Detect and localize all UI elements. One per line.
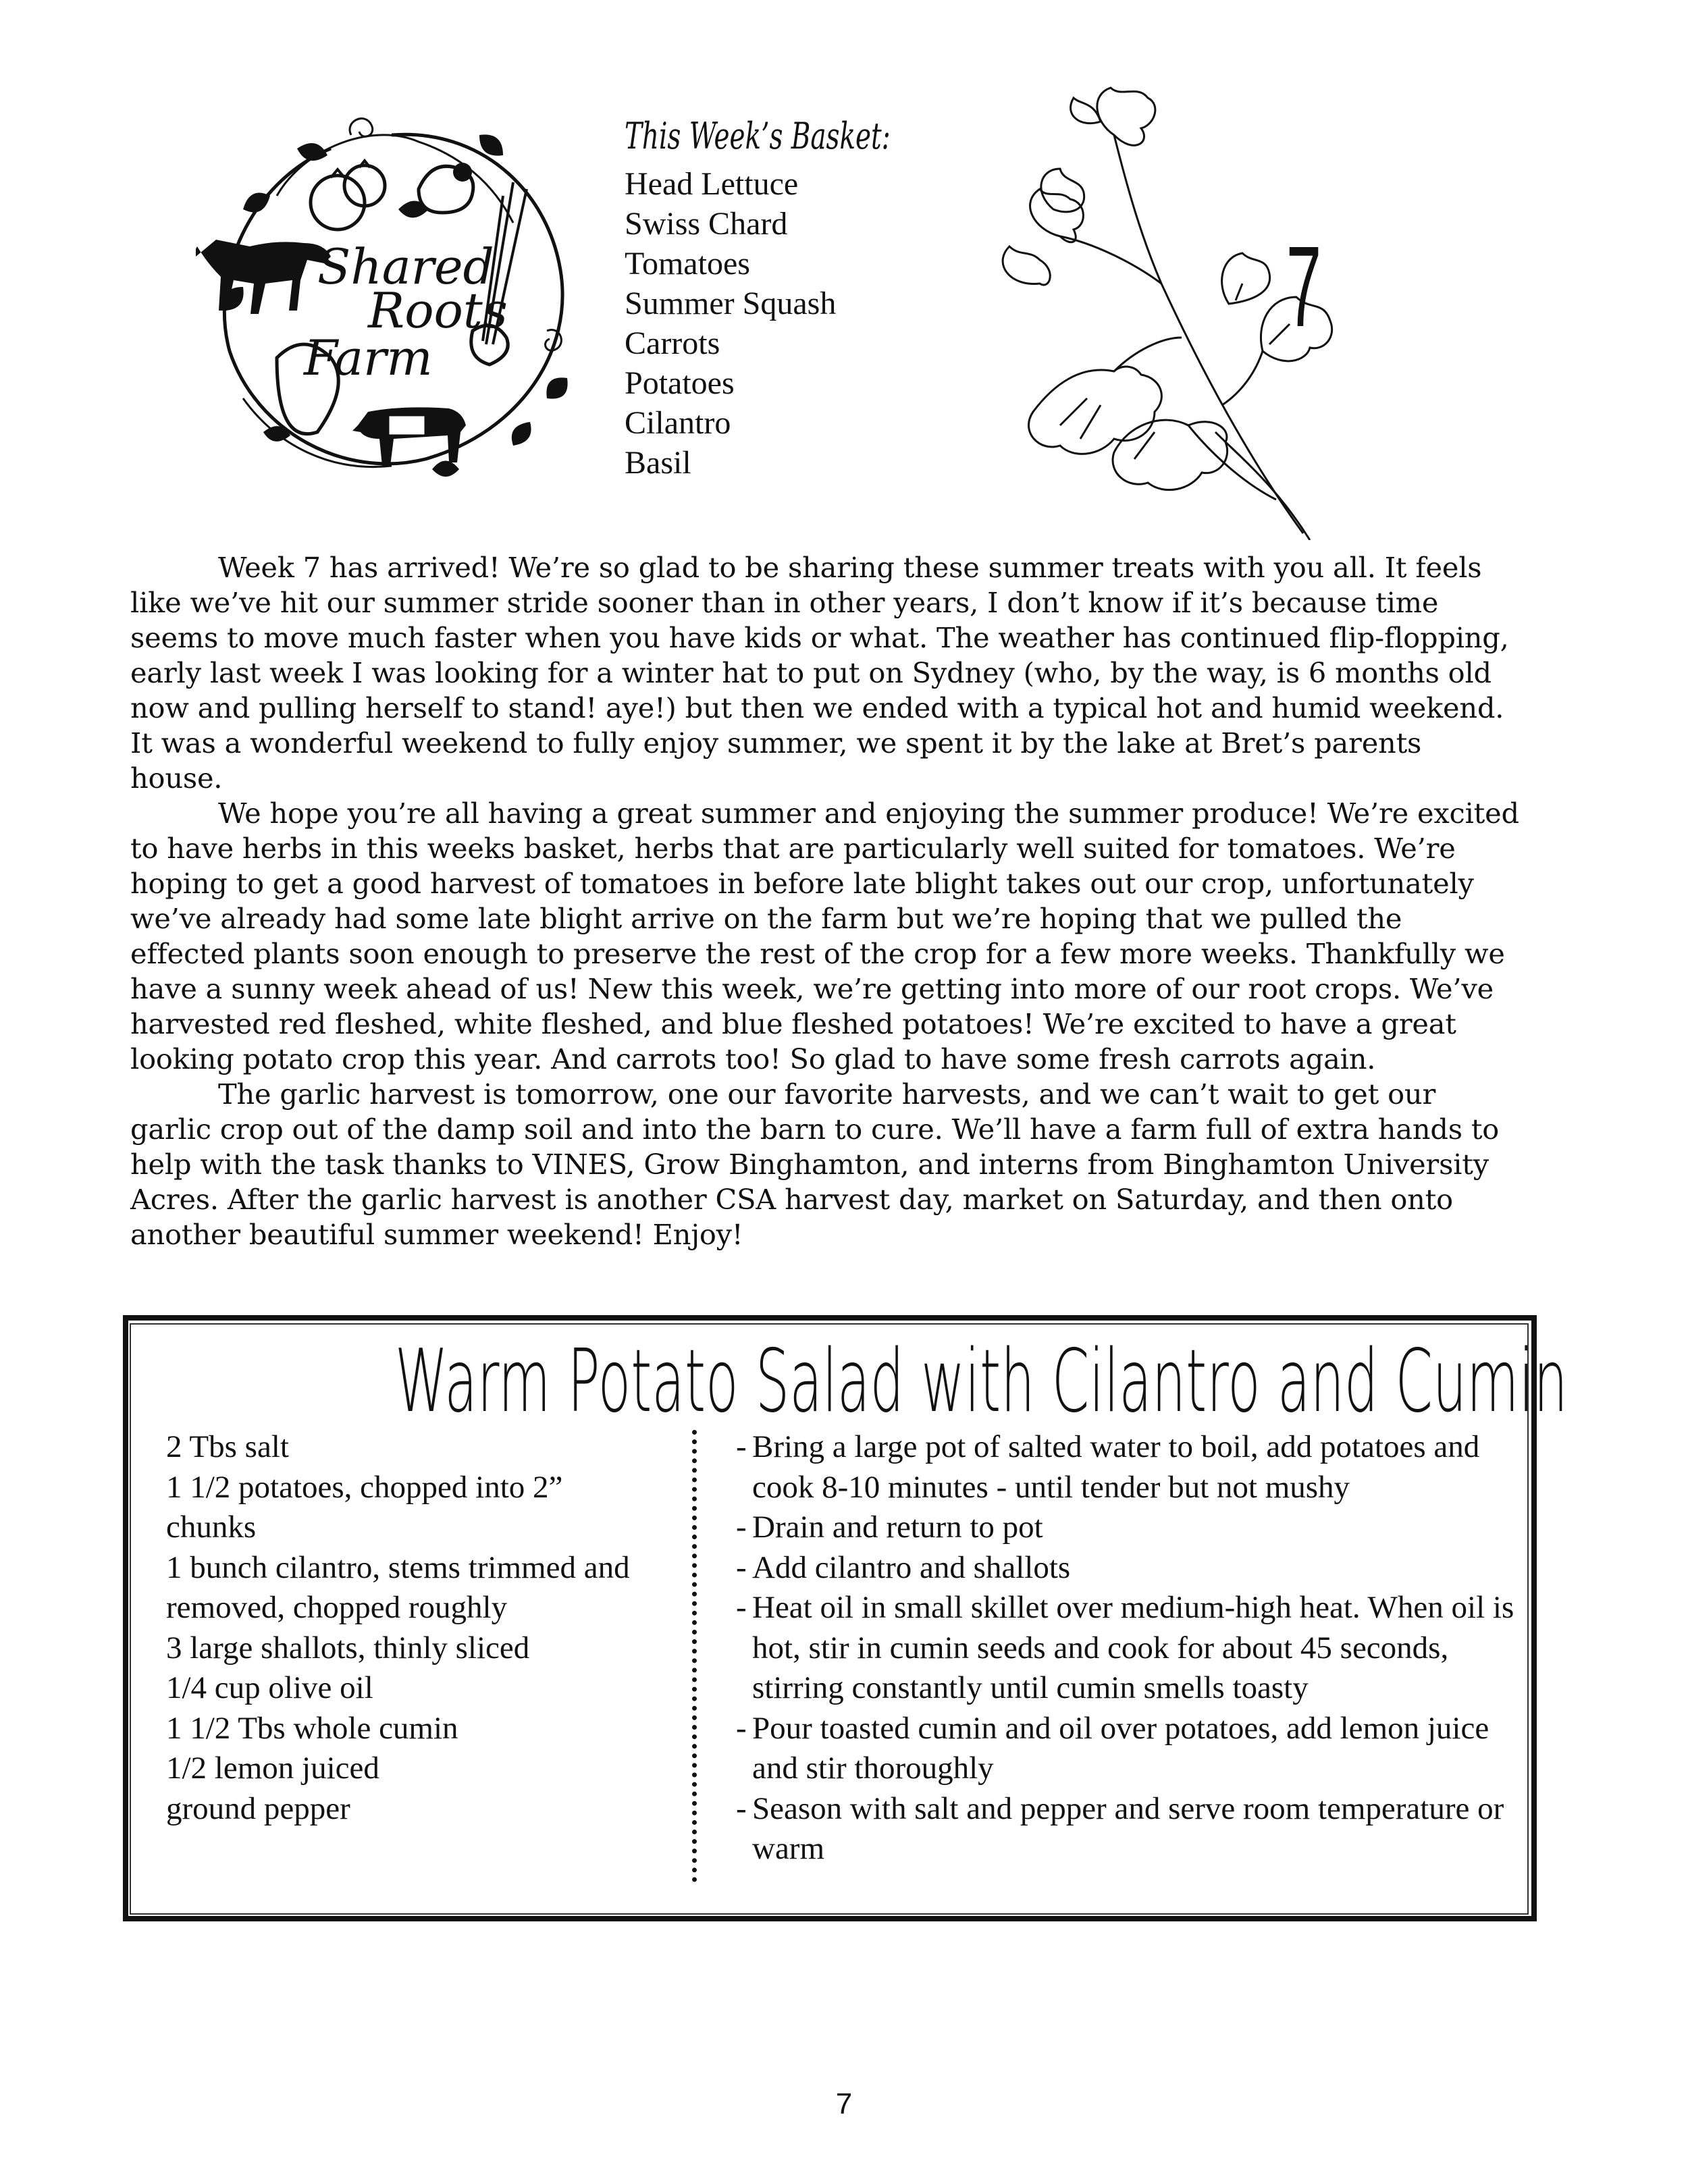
week-number: 7 — [1286, 223, 1322, 351]
ingredient-item: 1 bunch cilantro, stems trimmed and removed, chopped roughly — [166, 1549, 630, 1625]
cilantro-illustration — [959, 81, 1337, 540]
basket-item: Cilantro — [625, 405, 731, 441]
logo-word-roots: Roots — [368, 282, 508, 339]
basket-item: Potatoes — [625, 365, 735, 401]
ingredient-item: 2 Tbs salt — [166, 1429, 289, 1464]
newsletter-paragraph: The garlic harvest is tomorrow, one our favorite harvests, and we can’t wait to get our garlic crop out of the damp soil and into the barn to cure. We’ll have a farm full of extra hands to help with the task thanks to VINES, Grow Binghamton, and interns from Binghamton University Acres. After the garlic harvest is another CSA harvest day, market on Saturday, and then onto another beautiful summer weekend! Enjoy! — [130, 1077, 1500, 1251]
recipe-box — [123, 1315, 1568, 1921]
ingredient-item: ground pepper — [166, 1790, 350, 1826]
basket-title: This Week’s Basket: — [625, 115, 891, 157]
instruction-step: - Season with salt and pepper and serve room temperature or warm — [736, 1789, 1519, 1869]
recipe-title: Warm Potato Salad with Cilantro and Cumin — [394, 1331, 1568, 1432]
ingredient-item: 1/4 cup olive oil — [166, 1670, 373, 1705]
basket-list — [625, 164, 908, 483]
dotted-divider — [692, 1430, 697, 1882]
newsletter-body — [130, 550, 1521, 1252]
basket-item: Summer Squash — [625, 286, 837, 321]
logo-word-shared: Shared — [317, 238, 494, 295]
instruction-step: - Pour toasted cumin and oil over potatoes, add lemon juice and stir thoroughly — [736, 1709, 1519, 1789]
instruction-list — [736, 1427, 1519, 1869]
basket-item: Tomatoes — [625, 246, 750, 282]
ingredient-item: 1 1/2 Tbs whole cumin — [166, 1710, 458, 1746]
instruction-step: - Drain and return to pot — [736, 1508, 1519, 1548]
instruction-step: - Bring a large pot of salted water to boil, add potatoes and cook 8-10 minutes - until tender but not mushy — [736, 1427, 1519, 1508]
newsletter-paragraph: We hope you’re all having a great summer and enjoying the summer produce! We’re excited to have herbs in this weeks basket, herbs that are particularly well suited for tomatoes. We’re hoping to get a good harvest of tomatoes in before late blight takes out our crop, unfortunately we’ve already had some late blight arrive on the farm but we’re hoping that we pulled the effected plants soon enough to preserve the rest of the crop for a few more weeks. Thankfully we have a sunny week ahead of us! New this week, we’re getting into more of our root crops. We’ve harvested red fleshed, white fleshed, and blue fleshed potatoes! We’re excited to have a great looking potato crop this year. And carrots too! So glad to have some fresh carrots again. — [130, 797, 1519, 1075]
ingredient-item: 1/2 lemon juiced — [166, 1751, 379, 1786]
basket-item: Basil — [625, 445, 691, 481]
logo-word-farm: Farm — [304, 329, 433, 386]
cilantro-icon — [959, 81, 1337, 540]
basket-item: Swiss Chard — [625, 206, 788, 242]
page-number: 7 — [835, 2087, 853, 2121]
newsletter-paragraph: Week 7 has arrived! We’re so glad to be sharing these summer treats with you all. It feels like we’ve hit our summer stride sooner than in other years, I don’t know if it’s because time seems to move much faster when you have kids or what. The weather has continued flip-flopping, early last week I was looking for a winter hat to put on Sydney (who, by the way, is 6 months old now and pulling herself to stand! aye!) but then we ended with a typical hot and humid weekend. It was a wonderful weekend to fully enjoy summer, we spent it by the lake at Bret’s parents house. — [130, 551, 1509, 795]
instruction-step: - Heat oil in small skillet over medium-high heat. When oil is hot, stir in cumin seeds and cook for about 45 seconds, stirring constantly until cumin smells toasty — [736, 1588, 1519, 1709]
instruction-step: - Add cilantro and shallots — [736, 1548, 1519, 1589]
ingredient-item: 3 large shallots, thinly sliced — [166, 1630, 530, 1666]
basket-item: Carrots — [625, 325, 720, 361]
ingredient-item: 1 1/2 potatoes, chopped into 2” chunks — [166, 1469, 563, 1545]
weekly-basket — [625, 115, 908, 483]
basket-item: Head Lettuce — [625, 166, 799, 202]
farm-logo-art — [196, 108, 587, 486]
farm-logo — [196, 108, 587, 486]
ingredient-list — [166, 1427, 652, 1829]
